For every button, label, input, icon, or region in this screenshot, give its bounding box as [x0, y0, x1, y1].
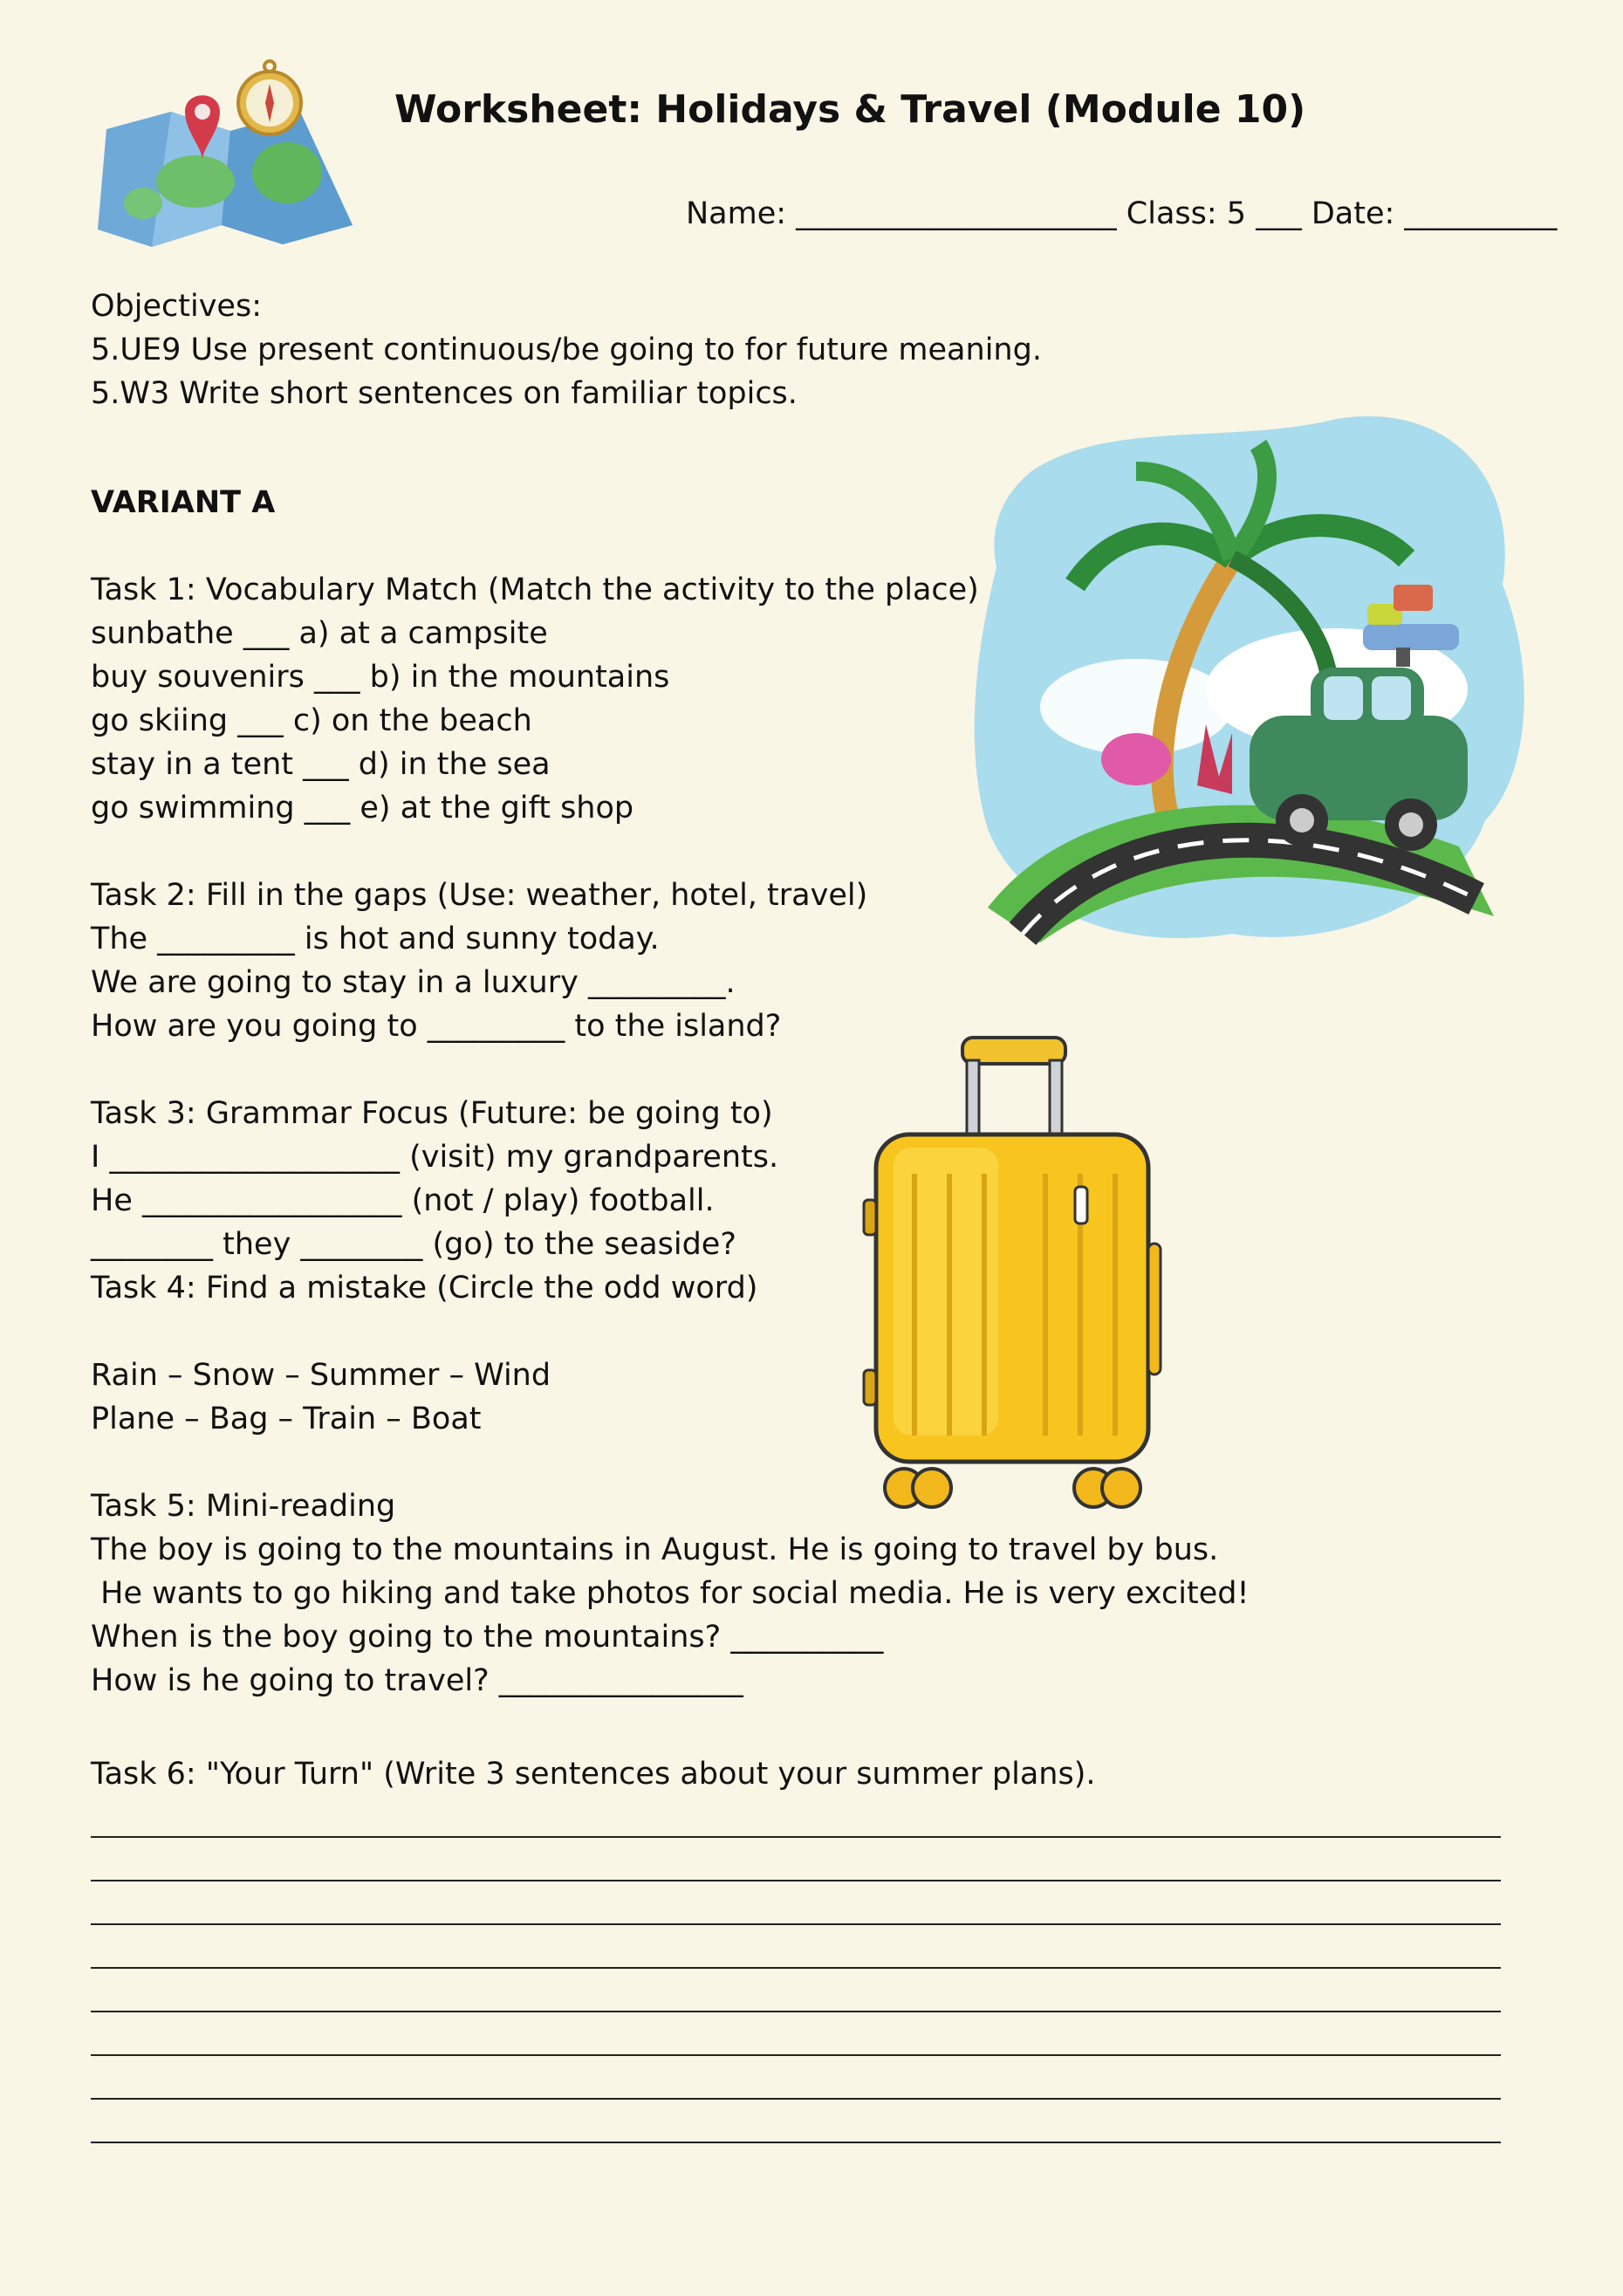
task4-line[interactable]: Rain – Snow – Summer – Wind: [91, 1358, 551, 1393]
writing-line[interactable]: [91, 2142, 1501, 2143]
task3-line[interactable]: ________ they ________ (go) to the seaside?: [91, 1227, 736, 1262]
task3-line[interactable]: I ___________________ (visit) my grandparents.: [91, 1140, 779, 1175]
task1-title: Task 1: Vocabulary Match (Match the activity to the place): [91, 572, 979, 607]
task1-line[interactable]: go swimming ___ e) at the gift shop: [91, 791, 634, 826]
suitcase-icon: [862, 1034, 1172, 1514]
writing-line[interactable]: [91, 2011, 1501, 2012]
objectives-heading: Objectives:: [91, 289, 262, 324]
task1-line[interactable]: buy souvenirs ___ b) in the mountains: [91, 660, 670, 695]
task5-line: The boy is going to the mountains in August. He is going to travel by bus.: [91, 1532, 1219, 1567]
task4-line[interactable]: Plane – Bag – Train – Boat: [91, 1402, 482, 1436]
objective-item: 5.UE9 Use present continuous/be going to for future meaning.: [91, 332, 1042, 367]
writing-line[interactable]: [91, 2098, 1501, 2100]
writing-line[interactable]: [91, 1923, 1501, 1925]
task5-line: He wants to go hiking and take photos for social media. He is very excited!: [91, 1576, 1250, 1611]
task2-title: Task 2: Fill in the gaps (Use: weather, hotel, travel): [91, 878, 868, 913]
writing-line[interactable]: [91, 1880, 1501, 1881]
task5-title: Task 5: Mini-reading: [91, 1489, 396, 1524]
variant-heading: VARIANT A: [91, 485, 276, 520]
task1-line[interactable]: go skiing ___ c) on the beach: [91, 703, 532, 738]
task2-line[interactable]: We are going to stay in a luxury _________.: [91, 965, 736, 1000]
writing-line[interactable]: [91, 1836, 1501, 1838]
task5-line[interactable]: How is he going to travel? ________________: [91, 1663, 743, 1698]
objective-item: 5.W3 Write short sentences on familiar topics.: [91, 376, 798, 411]
writing-line[interactable]: [91, 2054, 1501, 2056]
task1-line[interactable]: stay in a tent ___ d) in the sea: [91, 747, 551, 782]
palm-car-road-icon: [970, 410, 1537, 965]
task4-title: Task 4: Find a mistake (Circle the odd word): [91, 1271, 758, 1306]
task3-title: Task 3: Grammar Focus (Future: be going to): [91, 1096, 773, 1131]
task1-line[interactable]: sunbathe ___ a) at a campsite: [91, 616, 548, 651]
writing-line[interactable]: [91, 1967, 1501, 1969]
student-info-fields[interactable]: Name: _____________________ Class: 5 ___ Date: __________: [686, 196, 1558, 231]
task6-title: Task 6: "Your Turn" (Write 3 sentences about your summer plans).: [91, 1757, 1096, 1792]
task5-line[interactable]: When is the boy going to the mountains? __________: [91, 1620, 884, 1655]
task2-line[interactable]: The _________ is hot and sunny today.: [91, 922, 660, 956]
task2-line[interactable]: How are you going to _________ to the island?: [91, 1009, 782, 1044]
task3-line[interactable]: He _________________ (not / play) football.: [91, 1183, 715, 1218]
page-title: Worksheet: Holidays & Travel (Module 10): [394, 87, 1306, 132]
map-compass-icon: [91, 51, 361, 273]
